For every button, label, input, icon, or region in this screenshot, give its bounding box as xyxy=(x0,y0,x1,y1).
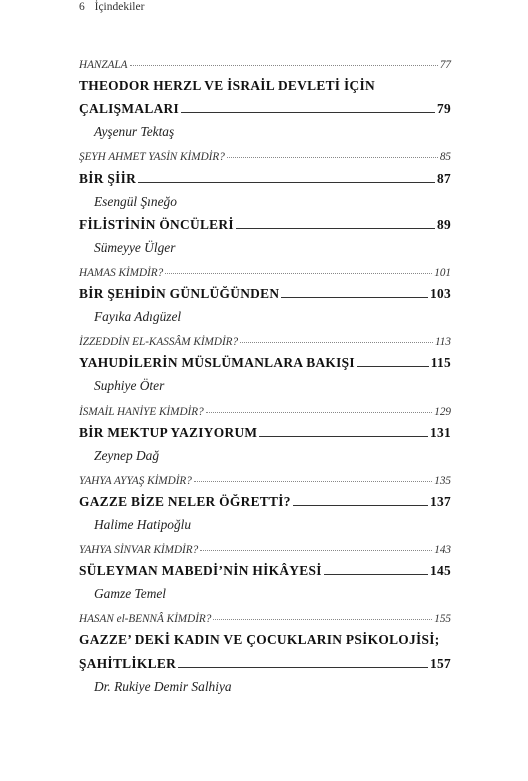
entry-title: BİR ŞEHİDİN GÜNLÜĞÜNDEN xyxy=(79,286,280,302)
entry-page: 145 xyxy=(430,563,451,579)
dot-leader xyxy=(206,412,433,413)
toc-entry-minor[interactable] xyxy=(79,140,451,163)
rule-leader xyxy=(236,228,435,229)
dot-leader xyxy=(227,157,438,158)
dot-leader xyxy=(200,550,432,551)
entry-page: 87 xyxy=(437,170,451,186)
entry-title: BİR MEKTUP YAZIYORUM xyxy=(79,424,258,440)
entry-author: Zeynep Dağ xyxy=(94,447,160,463)
toc-entry-major[interactable] xyxy=(79,210,451,233)
toc-entry-major[interactable] xyxy=(79,487,451,510)
entry-title: İSMAİL HANİYE KİMDİR? xyxy=(79,405,204,418)
running-head xyxy=(79,1,144,13)
toc-entry-major[interactable] xyxy=(79,648,451,671)
toc-entry-major[interactable] xyxy=(79,556,451,579)
dot-leader xyxy=(213,619,432,620)
entry-page: 89 xyxy=(437,216,451,232)
rule-leader xyxy=(138,182,435,183)
entry-page: 137 xyxy=(430,493,451,509)
entry-author: Ayşenur Tektaş xyxy=(94,124,175,140)
toc-entry-major[interactable] xyxy=(79,418,451,441)
entry-page: 155 xyxy=(434,613,451,626)
running-title: İçindekiler xyxy=(94,1,145,13)
toc-entry-major[interactable] xyxy=(79,163,451,186)
entry-author: Dr. Rukiye Demir Salhiya xyxy=(94,678,232,694)
entry-author: Fayıka Adıgüzel xyxy=(94,309,182,325)
rule-leader xyxy=(259,436,428,437)
page-number: 6 xyxy=(79,1,85,13)
entry-title: ÇALIŞMALARI xyxy=(79,101,180,117)
rule-leader xyxy=(324,574,428,575)
entry-page: 113 xyxy=(435,336,451,349)
toc-entry-minor[interactable] xyxy=(79,256,451,279)
entry-title: ŞEYH AHMET YASİN KİMDİR? xyxy=(79,151,225,164)
toc-entry-minor[interactable] xyxy=(79,48,451,71)
dot-leader xyxy=(194,481,432,482)
rule-leader xyxy=(281,297,428,298)
entry-page: 103 xyxy=(430,286,451,302)
entry-page: 157 xyxy=(430,655,451,671)
entry-author: Suphiye Öter xyxy=(94,378,165,394)
entry-title: BİR ŞİİR xyxy=(79,170,137,186)
entry-title: GAZZE BİZE NELER ÖĞRETTİ? xyxy=(79,493,291,509)
entry-author: Gamze Temel xyxy=(94,586,167,602)
entry-title: ŞAHİTLİKLER xyxy=(79,655,177,671)
entry-author: Sümeyye Ülger xyxy=(94,239,176,255)
toc-entry-minor[interactable] xyxy=(79,394,451,417)
entry-page: 101 xyxy=(434,266,451,279)
toc-entry-minor[interactable] xyxy=(79,533,451,556)
entry-title: YAHYA AYYAŞ KİMDİR? xyxy=(79,474,192,487)
entry-title: SÜLEYMAN MABEDİ’NİN HİKÂYESİ xyxy=(79,563,322,579)
entry-title: YAHUDİLERİN MÜSLÜMANLARA BAKIŞI xyxy=(79,355,355,371)
entry-author: Esengül Şıneğo xyxy=(94,193,177,209)
rule-leader xyxy=(357,366,429,367)
rule-leader xyxy=(181,112,435,113)
toc-entry-major[interactable] xyxy=(79,94,451,117)
toc-entry-major[interactable] xyxy=(79,348,451,371)
entry-page: 131 xyxy=(430,424,451,440)
entry-title: FİLİSTİNİN ÖNCÜLERİ xyxy=(79,216,234,232)
rule-leader xyxy=(178,667,428,668)
toc-entry-minor[interactable] xyxy=(79,325,451,348)
toc-entry-major[interactable] xyxy=(79,279,451,302)
entry-page: 115 xyxy=(430,355,451,371)
entry-title: HANZALA xyxy=(79,59,128,72)
entry-page: 77 xyxy=(439,59,451,72)
dot-leader xyxy=(240,342,433,343)
entry-title: YAHYA SİNVAR KİMDİR? xyxy=(79,544,199,557)
dot-leader xyxy=(165,273,432,274)
table-of-contents xyxy=(79,48,451,695)
entry-title: HASAN el-BENNÂ KİMDİR? xyxy=(79,613,212,626)
entry-title-line: GAZZE’ DEKİ KADIN VE ÇOCUKLARIN PSİKOLOJİSİ; xyxy=(79,632,440,648)
toc-entry-minor[interactable] xyxy=(79,602,451,625)
entry-author: Halime Hatipoğlu xyxy=(94,516,192,532)
rule-leader xyxy=(293,505,428,506)
entry-title-line: THEODOR HERZL VE İSRAİL DEVLETİ İÇİN xyxy=(79,78,375,94)
entry-page: 129 xyxy=(434,405,451,418)
entry-title: İZZEDDİN EL-KASSÂM KİMDİR? xyxy=(79,336,239,349)
entry-page: 135 xyxy=(434,474,451,487)
dot-leader xyxy=(130,65,438,66)
entry-title: HAMAS KİMDİR? xyxy=(79,266,164,279)
entry-page: 79 xyxy=(437,101,451,117)
entry-page: 85 xyxy=(439,151,451,164)
toc-entry-minor[interactable] xyxy=(79,464,451,487)
entry-page: 143 xyxy=(434,544,451,557)
